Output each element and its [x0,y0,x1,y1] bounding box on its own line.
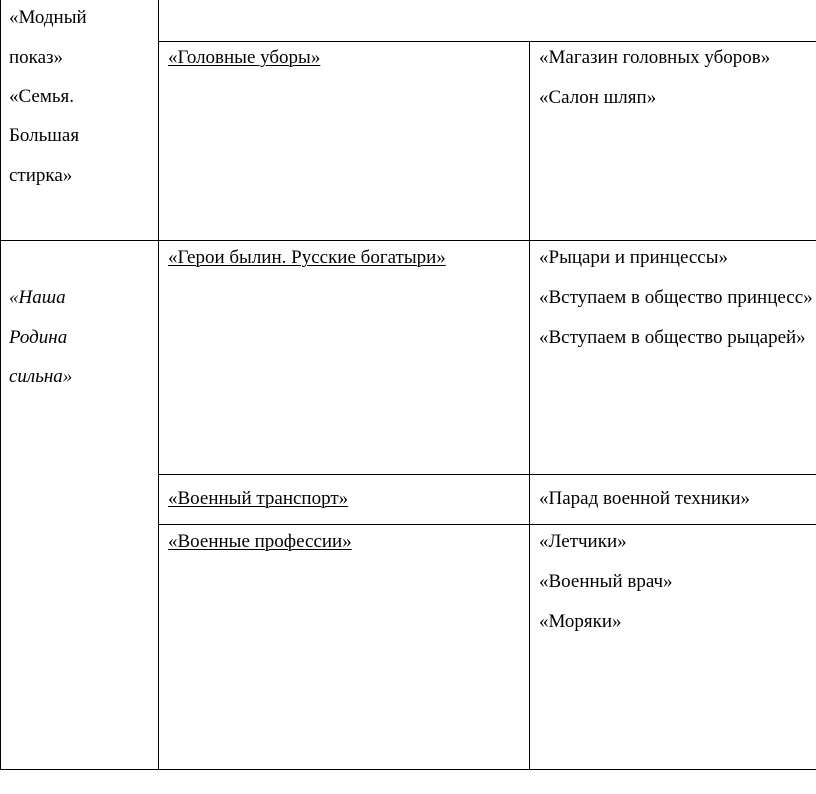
section2-row3-activity: «Летчики» [539,531,627,552]
section2-row1-activity: «Вступаем в общество принцесс» [539,287,813,308]
section2-row1-topic: «Герои былин. Русские богатыри» [168,247,446,268]
section2-row3-activity: «Моряки» [539,611,622,632]
section2-row3-activity: «Военный врач» [539,571,673,592]
section1-activity: «Салон шляп» [539,87,657,108]
section2-row3-topic: «Военные профессии» [168,531,352,552]
section1-label-line: «Модный [9,7,87,28]
section1-label-line: «Семья. [9,86,75,107]
section2-label-line: сильна» [9,366,73,387]
table-border-left [0,0,1,770]
table-border-col1 [158,0,159,770]
section1-label-line: Большая [9,125,80,146]
section1-label-line: стирка» [9,165,73,186]
section1-topic: «Головные уборы» [168,47,321,68]
table-border-row3 [158,524,816,525]
table-border-row1 [0,240,816,241]
section2-label-line: Родина [9,327,68,348]
section2-label-line: «Наша [9,287,66,308]
section2-row1-activity: «Вступаем в общество рыцарей» [539,327,806,348]
section2-row1-activity: «Рыцари и принцессы» [539,247,728,268]
table-border-col2 [529,41,530,770]
section2-row2-activity: «Парад военной техники» [539,488,750,509]
section1-activity: «Магазин головных уборов» [539,47,771,68]
section2-row2-topic: «Военный транспорт» [168,488,349,509]
table-border-row2 [158,474,816,475]
table-border-bottom [0,769,816,770]
section1-label-line: показ» [9,47,64,68]
table-border-row0 [158,41,816,42]
